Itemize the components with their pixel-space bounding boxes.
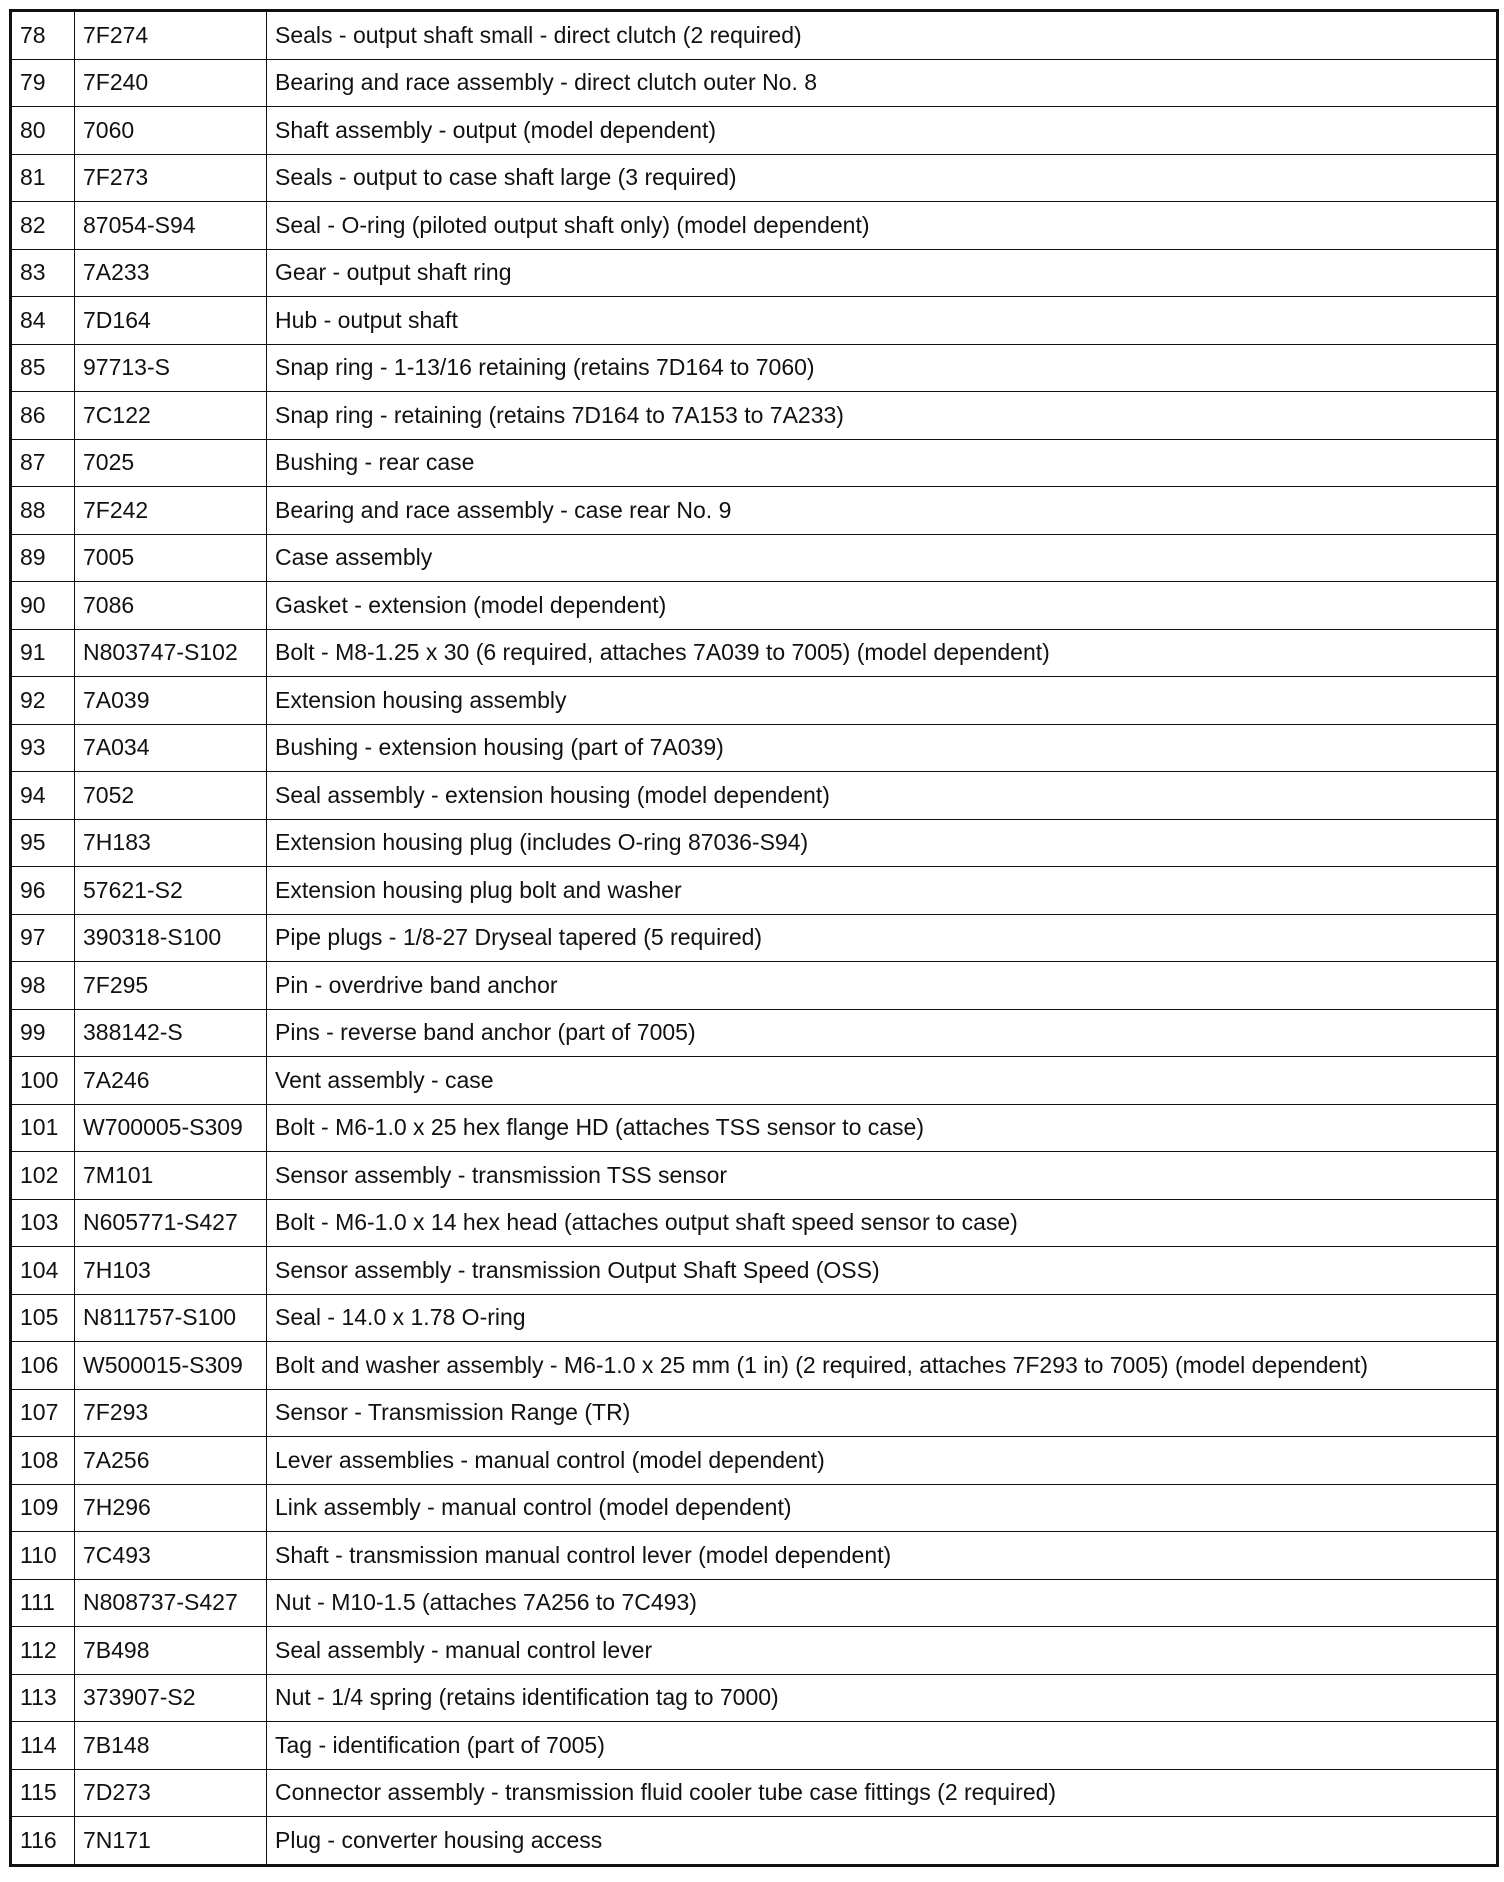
part-number-cell: 7A256 bbox=[75, 1437, 267, 1485]
description-cell: Seal - 14.0 x 1.78 O-ring bbox=[267, 1294, 1498, 1342]
part-number-cell: N605771-S427 bbox=[75, 1199, 267, 1247]
table-row bbox=[11, 1009, 1498, 1057]
description-cell: Bearing and race assembly - direct clutch outer No. 8 bbox=[267, 59, 1498, 107]
item-number-cell: 101 bbox=[11, 1104, 75, 1152]
table-row bbox=[11, 867, 1498, 915]
part-number-cell: 7060 bbox=[75, 107, 267, 155]
part-number-cell: W500015-S309 bbox=[75, 1342, 267, 1390]
table-row bbox=[11, 772, 1498, 820]
part-number-cell: 7F273 bbox=[75, 154, 267, 202]
description-cell: Case assembly bbox=[267, 534, 1498, 582]
description-cell: Pins - reverse band anchor (part of 7005) bbox=[267, 1009, 1498, 1057]
item-number-cell: 100 bbox=[11, 1057, 75, 1105]
table-row bbox=[11, 59, 1498, 107]
part-number-cell: 7F295 bbox=[75, 962, 267, 1010]
part-number-cell: 7A034 bbox=[75, 724, 267, 772]
table-row bbox=[11, 1389, 1498, 1437]
description-cell: Plug - converter housing access bbox=[267, 1817, 1498, 1866]
table-row bbox=[11, 202, 1498, 250]
item-number-cell: 87 bbox=[11, 439, 75, 487]
item-number-cell: 95 bbox=[11, 819, 75, 867]
part-number-cell: 57621-S2 bbox=[75, 867, 267, 915]
part-number-cell: 373907-S2 bbox=[75, 1674, 267, 1722]
table-row bbox=[11, 1294, 1498, 1342]
description-cell: Seal - O-ring (piloted output shaft only) (model dependent) bbox=[267, 202, 1498, 250]
description-cell: Extension housing plug (includes O-ring 87036-S94) bbox=[267, 819, 1498, 867]
part-number-cell: 7H296 bbox=[75, 1484, 267, 1532]
description-cell: Bolt and washer assembly - M6-1.0 x 25 mm (1 in) (2 required, attaches 7F293 to 7005) (model dependent) bbox=[267, 1342, 1498, 1390]
part-number-cell: N808737-S427 bbox=[75, 1579, 267, 1627]
item-number-cell: 107 bbox=[11, 1389, 75, 1437]
table-row bbox=[11, 819, 1498, 867]
description-cell: Vent assembly - case bbox=[267, 1057, 1498, 1105]
description-cell: Bushing - rear case bbox=[267, 439, 1498, 487]
description-cell: Link assembly - manual control (model dependent) bbox=[267, 1484, 1498, 1532]
part-number-cell: 7D164 bbox=[75, 297, 267, 345]
item-number-cell: 102 bbox=[11, 1152, 75, 1200]
item-number-cell: 88 bbox=[11, 487, 75, 535]
item-number-cell: 115 bbox=[11, 1769, 75, 1817]
part-number-cell: 7D273 bbox=[75, 1769, 267, 1817]
part-number-cell: 7N171 bbox=[75, 1817, 267, 1866]
item-number-cell: 112 bbox=[11, 1627, 75, 1675]
table-row bbox=[11, 1247, 1498, 1295]
parts-table-body bbox=[11, 11, 1498, 1866]
table-row bbox=[11, 962, 1498, 1010]
description-cell: Sensor - Transmission Range (TR) bbox=[267, 1389, 1498, 1437]
part-number-cell: 7C122 bbox=[75, 392, 267, 440]
table-row bbox=[11, 1722, 1498, 1770]
description-cell: Extension housing assembly bbox=[267, 677, 1498, 725]
description-cell: Pin - overdrive band anchor bbox=[267, 962, 1498, 1010]
description-cell: Nut - M10-1.5 (attaches 7A256 to 7C493) bbox=[267, 1579, 1498, 1627]
table-row bbox=[11, 1769, 1498, 1817]
description-cell: Shaft assembly - output (model dependent) bbox=[267, 107, 1498, 155]
table-row bbox=[11, 107, 1498, 155]
table-row bbox=[11, 534, 1498, 582]
item-number-cell: 83 bbox=[11, 249, 75, 297]
parts-table bbox=[9, 9, 1499, 1867]
item-number-cell: 82 bbox=[11, 202, 75, 250]
description-cell: Bolt - M8-1.25 x 30 (6 required, attaches 7A039 to 7005) (model dependent) bbox=[267, 629, 1498, 677]
part-number-cell: 7B148 bbox=[75, 1722, 267, 1770]
item-number-cell: 113 bbox=[11, 1674, 75, 1722]
description-cell: Bolt - M6-1.0 x 14 hex head (attaches output shaft speed sensor to case) bbox=[267, 1199, 1498, 1247]
table-row bbox=[11, 297, 1498, 345]
item-number-cell: 104 bbox=[11, 1247, 75, 1295]
part-number-cell: 7M101 bbox=[75, 1152, 267, 1200]
description-cell: Seal assembly - manual control lever bbox=[267, 1627, 1498, 1675]
part-number-cell: 7005 bbox=[75, 534, 267, 582]
item-number-cell: 109 bbox=[11, 1484, 75, 1532]
part-number-cell: 7C493 bbox=[75, 1532, 267, 1580]
item-number-cell: 96 bbox=[11, 867, 75, 915]
item-number-cell: 108 bbox=[11, 1437, 75, 1485]
part-number-cell: 7F274 bbox=[75, 11, 267, 60]
table-row bbox=[11, 582, 1498, 630]
item-number-cell: 116 bbox=[11, 1817, 75, 1866]
description-cell: Sensor assembly - transmission Output Shaft Speed (OSS) bbox=[267, 1247, 1498, 1295]
item-number-cell: 90 bbox=[11, 582, 75, 630]
item-number-cell: 94 bbox=[11, 772, 75, 820]
table-row bbox=[11, 724, 1498, 772]
part-number-cell: 7A039 bbox=[75, 677, 267, 725]
table-row bbox=[11, 1437, 1498, 1485]
description-cell: Bearing and race assembly - case rear No. 9 bbox=[267, 487, 1498, 535]
item-number-cell: 89 bbox=[11, 534, 75, 582]
description-cell: Bolt - M6-1.0 x 25 hex flange HD (attaches TSS sensor to case) bbox=[267, 1104, 1498, 1152]
table-row bbox=[11, 1579, 1498, 1627]
table-row bbox=[11, 1152, 1498, 1200]
part-number-cell: 7A246 bbox=[75, 1057, 267, 1105]
item-number-cell: 97 bbox=[11, 914, 75, 962]
table-row bbox=[11, 677, 1498, 725]
part-number-cell: 7H103 bbox=[75, 1247, 267, 1295]
part-number-cell: N803747-S102 bbox=[75, 629, 267, 677]
item-number-cell: 110 bbox=[11, 1532, 75, 1580]
part-number-cell: 7F242 bbox=[75, 487, 267, 535]
item-number-cell: 81 bbox=[11, 154, 75, 202]
item-number-cell: 93 bbox=[11, 724, 75, 772]
table-row bbox=[11, 629, 1498, 677]
item-number-cell: 105 bbox=[11, 1294, 75, 1342]
table-row bbox=[11, 154, 1498, 202]
table-row bbox=[11, 1817, 1498, 1866]
part-number-cell: 388142-S bbox=[75, 1009, 267, 1057]
description-cell: Snap ring - 1-13/16 retaining (retains 7D164 to 7060) bbox=[267, 344, 1498, 392]
table-row bbox=[11, 249, 1498, 297]
table-row bbox=[11, 1199, 1498, 1247]
description-cell: Gear - output shaft ring bbox=[267, 249, 1498, 297]
table-row bbox=[11, 1674, 1498, 1722]
description-cell: Tag - identification (part of 7005) bbox=[267, 1722, 1498, 1770]
description-cell: Lever assemblies - manual control (model dependent) bbox=[267, 1437, 1498, 1485]
table-row bbox=[11, 1532, 1498, 1580]
part-number-cell: 87054-S94 bbox=[75, 202, 267, 250]
item-number-cell: 85 bbox=[11, 344, 75, 392]
item-number-cell: 91 bbox=[11, 629, 75, 677]
part-number-cell: 7052 bbox=[75, 772, 267, 820]
item-number-cell: 86 bbox=[11, 392, 75, 440]
table-row bbox=[11, 439, 1498, 487]
description-cell: Snap ring - retaining (retains 7D164 to 7A153 to 7A233) bbox=[267, 392, 1498, 440]
part-number-cell: 7025 bbox=[75, 439, 267, 487]
table-row bbox=[11, 1484, 1498, 1532]
part-number-cell: 7H183 bbox=[75, 819, 267, 867]
description-cell: Connector assembly - transmission fluid cooler tube case fittings (2 required) bbox=[267, 1769, 1498, 1817]
table-row bbox=[11, 392, 1498, 440]
part-number-cell: 390318-S100 bbox=[75, 914, 267, 962]
table-row bbox=[11, 1342, 1498, 1390]
part-number-cell: W700005-S309 bbox=[75, 1104, 267, 1152]
part-number-cell: 7A233 bbox=[75, 249, 267, 297]
description-cell: Seal assembly - extension housing (model dependent) bbox=[267, 772, 1498, 820]
item-number-cell: 78 bbox=[11, 11, 75, 60]
part-number-cell: 97713-S bbox=[75, 344, 267, 392]
description-cell: Sensor assembly - transmission TSS sensor bbox=[267, 1152, 1498, 1200]
table-row bbox=[11, 344, 1498, 392]
description-cell: Hub - output shaft bbox=[267, 297, 1498, 345]
description-cell: Nut - 1/4 spring (retains identification tag to 7000) bbox=[267, 1674, 1498, 1722]
part-number-cell: N811757-S100 bbox=[75, 1294, 267, 1342]
item-number-cell: 103 bbox=[11, 1199, 75, 1247]
part-number-cell: 7F293 bbox=[75, 1389, 267, 1437]
part-number-cell: 7086 bbox=[75, 582, 267, 630]
description-cell: Pipe plugs - 1/8-27 Dryseal tapered (5 required) bbox=[267, 914, 1498, 962]
table-row bbox=[11, 1627, 1498, 1675]
table-row bbox=[11, 1104, 1498, 1152]
table-row bbox=[11, 11, 1498, 60]
table-row bbox=[11, 914, 1498, 962]
description-cell: Extension housing plug bolt and washer bbox=[267, 867, 1498, 915]
item-number-cell: 84 bbox=[11, 297, 75, 345]
item-number-cell: 111 bbox=[11, 1579, 75, 1627]
item-number-cell: 92 bbox=[11, 677, 75, 725]
description-cell: Shaft - transmission manual control lever (model dependent) bbox=[267, 1532, 1498, 1580]
item-number-cell: 79 bbox=[11, 59, 75, 107]
item-number-cell: 106 bbox=[11, 1342, 75, 1390]
item-number-cell: 98 bbox=[11, 962, 75, 1010]
item-number-cell: 80 bbox=[11, 107, 75, 155]
description-cell: Gasket - extension (model dependent) bbox=[267, 582, 1498, 630]
description-cell: Bushing - extension housing (part of 7A039) bbox=[267, 724, 1498, 772]
description-cell: Seals - output to case shaft large (3 required) bbox=[267, 154, 1498, 202]
table-row bbox=[11, 487, 1498, 535]
item-number-cell: 114 bbox=[11, 1722, 75, 1770]
part-number-cell: 7B498 bbox=[75, 1627, 267, 1675]
item-number-cell: 99 bbox=[11, 1009, 75, 1057]
description-cell: Seals - output shaft small - direct clutch (2 required) bbox=[267, 11, 1498, 60]
part-number-cell: 7F240 bbox=[75, 59, 267, 107]
table-row bbox=[11, 1057, 1498, 1105]
